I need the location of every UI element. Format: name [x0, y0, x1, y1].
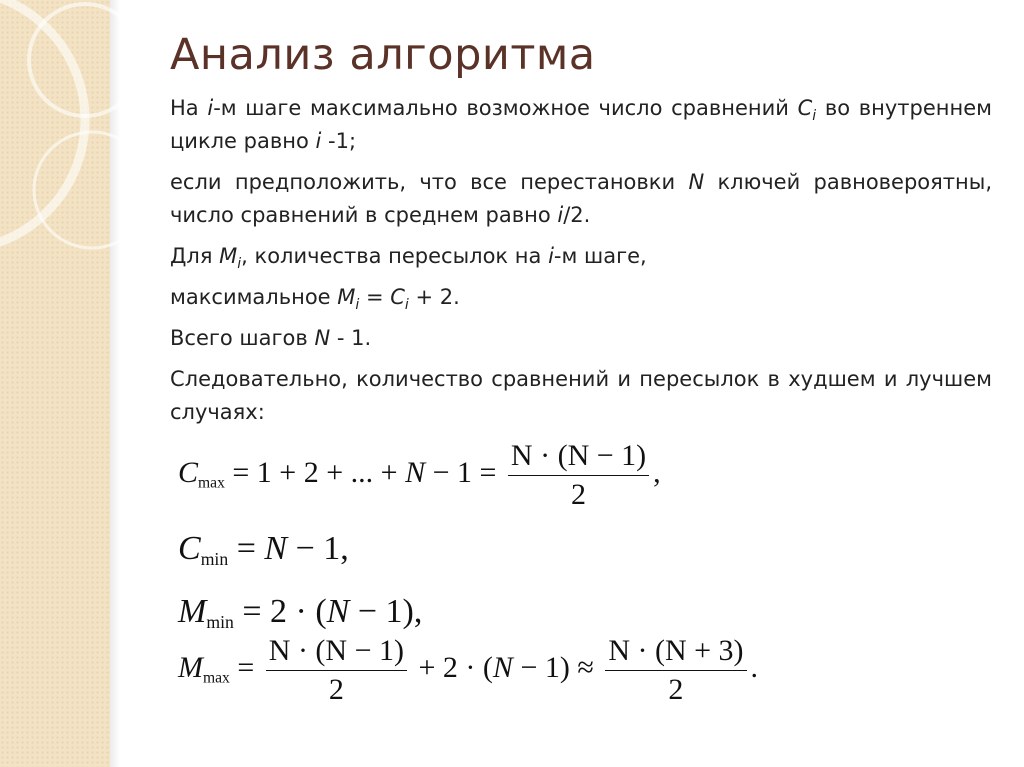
paragraph-moves: Для $M_i$, количества пересылок на i-м шаге,: [170, 244, 647, 272]
paragraph-conclusion: Следовательно, количество сравнений и пересылок в худшем и лучшем случаях:: [170, 367, 992, 424]
fraction: $\frac{N \cdot (N + 3)}{2}$: [605, 632, 746, 708]
paragraph-compare-count: На i-м шаге максимально возможное число сравнений $C_i$ во внутреннем цикле равно i -1;: [170, 96, 992, 153]
formula-cmin: $C_{min} = N - 1$,: [178, 530, 349, 570]
paragraph-max-moves: максимальное $M_i = C_i + 2$.: [170, 285, 460, 313]
formula-mmin: $M_{min} = 2 \cdot (N - 1)$,: [178, 593, 423, 633]
paragraph-average: если предположить, что все перестановки N ключей равновероятны, число сравнений в среднем равно i/2.: [170, 170, 993, 227]
decorative-rings: [0, 0, 130, 767]
fraction: $\frac{N \cdot (N - 1)}{2}$: [508, 437, 649, 513]
paragraph-steps: Всего шагов N - 1.: [170, 326, 372, 350]
slide-body: [170, 92, 992, 437]
slide-title: Анализ алгоритма: [170, 30, 596, 80]
formula-mmax: $M_{max}$ = $\frac{N \cdot (N - 1)}{2}$ + 2 · (N − 1) ≈ $\frac{N \cdot (N + 3)}{2}$ .: [178, 632, 758, 708]
formula-cmax: $C_{max} = 1 + 2$ + ... + N − 1 = $\frac{N \cdot (N - 1)}{2}$ ,: [178, 437, 661, 513]
fraction: $\frac{N \cdot (N - 1)}{2}$: [266, 632, 407, 708]
